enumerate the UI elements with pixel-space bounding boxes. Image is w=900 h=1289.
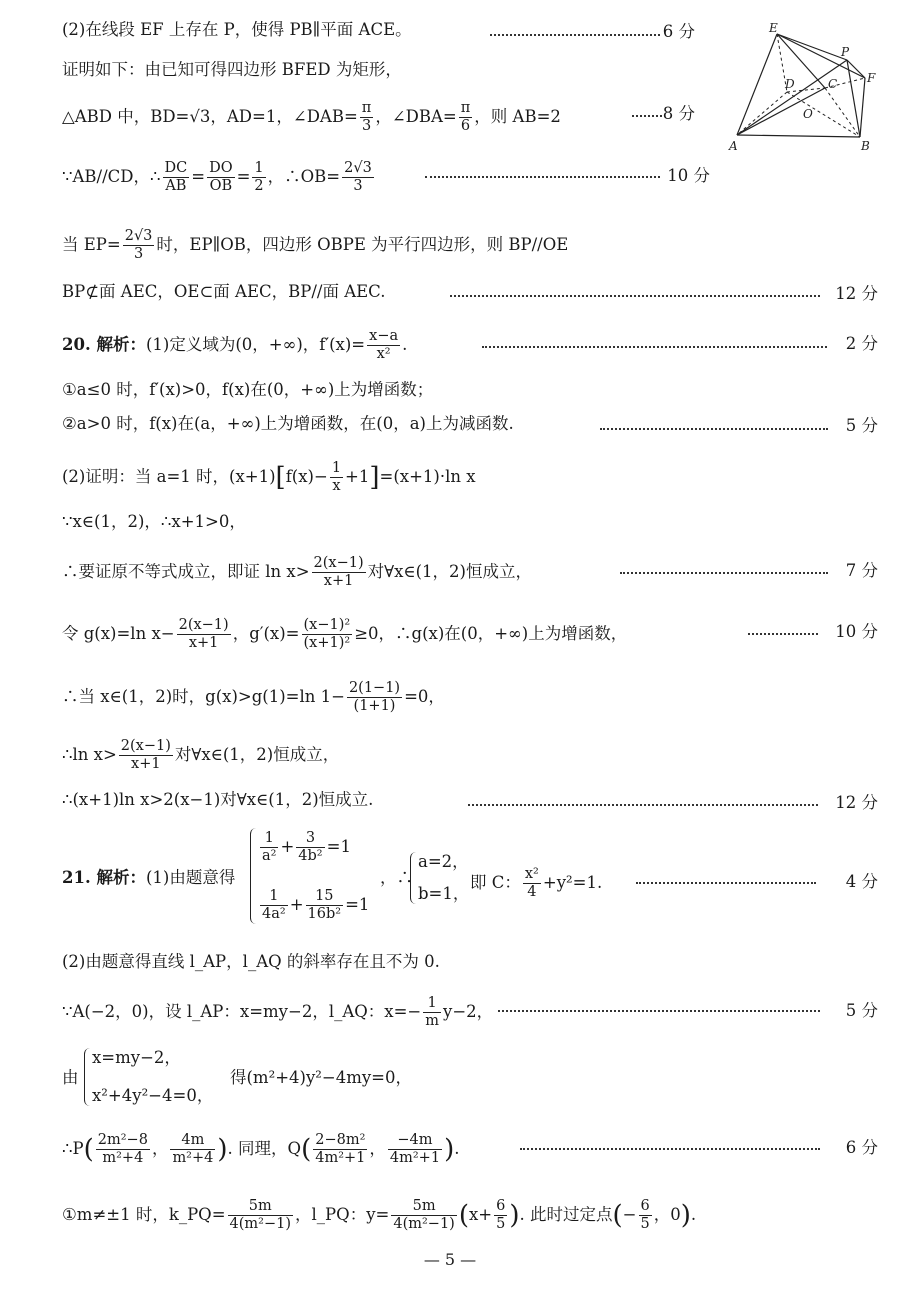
q20-line6: ∴要证原不等式成立，即证 ln x> $\frac{2(x-1)}{x+1}$ 对∀x∈(1，2)恒成立， bbox=[62, 555, 532, 589]
score: 6 分 bbox=[845, 1138, 878, 1157]
score: 5 分 bbox=[845, 416, 878, 435]
score: 12 分 bbox=[835, 793, 878, 812]
result-c: 即 C： $\frac{\text{x²}}{4}$ +y²=1. bbox=[470, 866, 603, 900]
label-d: D bbox=[785, 77, 795, 91]
leader-dots bbox=[636, 882, 816, 884]
leader-dots bbox=[425, 176, 660, 178]
result-a: a=2， bbox=[418, 852, 469, 871]
leader-dots bbox=[620, 572, 828, 574]
label-b: B bbox=[861, 139, 870, 153]
score: 4 分 bbox=[845, 872, 878, 891]
q21-line2: (2)由题意得直线 l_AP，l_AQ 的斜率存在且不为 0. bbox=[62, 952, 440, 971]
system-brace bbox=[250, 828, 257, 924]
q20-line2: ①a≤0 时，f′(x)>0，f(x)在(0，+∞)上为增函数； bbox=[62, 380, 434, 399]
result-prefix: ，∴ bbox=[380, 868, 413, 887]
result-b: b=1， bbox=[418, 884, 470, 903]
q21-line4-label: 由 bbox=[62, 1068, 79, 1087]
triangle-line: △ABD 中，BD=√3，AD=1，∠DAB= $\frac{\pi}{3}$ ，∠DBA= $\frac{\pi}{6}$ ，则 AB=2 bbox=[62, 100, 561, 134]
q21-line3: ∵A(−2，0)，设 l_AP：x=my−2，l_AQ：x=− $\frac{1}{m}$ y−2， bbox=[62, 995, 494, 1029]
bp-line: BP⊄面 AEC，OE⊂面 AEC，BP//面 AEC. bbox=[62, 282, 386, 301]
q20-line3: ②a>0 时，f(x)在(a，+∞)上为增函数，在(0，a)上为减函数. bbox=[62, 414, 514, 433]
part2-claim: (2)在线段 EF 上存在 P，使得 PB∥平面 ACE。 bbox=[62, 20, 412, 39]
q21-line6: ①m≠±1 时，k_PQ= $\frac{5m}{\text{4(m²−1)}}$ ，l_PQ：y= $\frac{5m}{\text{4(m²−1)}}$ (x+ $\frac{6}{5}$ ). 此时过定点(− $\frac{6}{5}$ ，0). bbox=[62, 1198, 697, 1232]
proof-intro: 证明如下：由已知可得四边形 BFED 为矩形， bbox=[62, 60, 402, 79]
prism-figure bbox=[725, 20, 885, 160]
q20-line7: 令 g(x)=ln x− $\frac{2(x-1)}{x+1}$ ，g′(x)= $\frac{\text{(x−1)²}}{\text{(x+1)²}}$ ≥0，∴g(x)在(0，+∞)上为增函数， bbox=[62, 617, 628, 651]
leader-dots bbox=[450, 295, 820, 297]
system-eq1: $\frac{1}{\text{a²}}$ + $\frac{3}{\text{4b²}}$ =1 bbox=[262, 830, 351, 864]
label-o: O bbox=[803, 107, 813, 121]
score: 6 分 bbox=[662, 22, 695, 41]
label-a: A bbox=[729, 139, 738, 153]
q20-line9: ∴ln x> $\frac{2(x-1)}{x+1}$ 对∀x∈(1，2)恒成立， bbox=[62, 738, 340, 772]
leader-dots bbox=[490, 34, 660, 36]
label-p: P bbox=[841, 45, 850, 59]
score: 10 分 bbox=[667, 166, 710, 185]
leader-dots bbox=[600, 428, 828, 430]
score: 10 分 bbox=[835, 622, 878, 641]
leader-dots bbox=[482, 346, 827, 348]
page-number: — 5 — bbox=[423, 1250, 477, 1269]
label-e: E bbox=[769, 21, 778, 35]
q21-line1-label: 21. 解析：(1)由题意得 bbox=[62, 868, 236, 887]
leader-dots bbox=[748, 633, 818, 635]
score: 2 分 bbox=[845, 334, 878, 353]
score: 8 分 bbox=[662, 104, 695, 123]
system-eq2: $\frac{1}{\text{4a²}}$ + $\frac{15}{\text{16b²}}$ =1 bbox=[262, 888, 370, 922]
since-line: ∵AB//CD，∴ $\frac{DC}{AB}$ = $\frac{DO}{OB}$ = $\frac{1}{2}$ ，∴OB= $\frac{2√3}{3}$ bbox=[62, 160, 372, 194]
score: 5 分 bbox=[845, 1001, 878, 1020]
q21-line4-result: 得(m²+4)y²−4my=0， bbox=[230, 1068, 413, 1087]
leader-dots bbox=[498, 1010, 820, 1012]
q20-line8: ∴当 x∈(1，2)时，g(x)>g(1)=ln 1− $\frac{2(1-1)}{(1+1)}$ =0， bbox=[62, 680, 445, 714]
leader-dots bbox=[520, 1148, 820, 1150]
q20-line10: ∴(x+1)ln x>2(x−1)对∀x∈(1，2)恒成立. bbox=[62, 790, 374, 809]
label-f: F bbox=[867, 71, 876, 85]
q21-line5: ∴P( $\frac{\text{2m²−8}}{\text{m²+4}}$ ， $\frac{4m}{\text{m²+4}}$ ). 同理，Q( $\frac{\text{2−8m²}}{\text{4m²+1}}$ ， $\frac{-4m}{\text{4m²+1}}$ ). bbox=[62, 1132, 460, 1166]
system2-eq1: x=my−2， bbox=[92, 1048, 181, 1067]
q20-line1: 20. 解析：(1)定义域为(0，+∞)，f′(x)= $\frac{x-a}{\text{x²}}$ . bbox=[62, 328, 408, 362]
score: 12 分 bbox=[835, 284, 878, 303]
q20-line5: ∵x∈(1，2)，∴x+1>0， bbox=[62, 512, 246, 531]
result-brace bbox=[410, 852, 416, 904]
system2-eq2: x²+4y²−4=0， bbox=[92, 1086, 214, 1105]
system2-brace bbox=[84, 1048, 90, 1106]
q20-line4: (2)证明：当 a=1 时，(x+1)[f(x)− $\frac{1}{x}$ +1]=(x+1)·ln x bbox=[62, 460, 476, 494]
leader-dots bbox=[632, 115, 662, 117]
when-line: 当 EP= $\frac{2√3}{3}$ 时，EP∥OB，四边形 OBPE 为平行四边形，则 BP//OE bbox=[62, 228, 569, 262]
label-c: C bbox=[828, 77, 838, 91]
score: 7 分 bbox=[845, 561, 878, 580]
leader-dots bbox=[468, 804, 818, 806]
